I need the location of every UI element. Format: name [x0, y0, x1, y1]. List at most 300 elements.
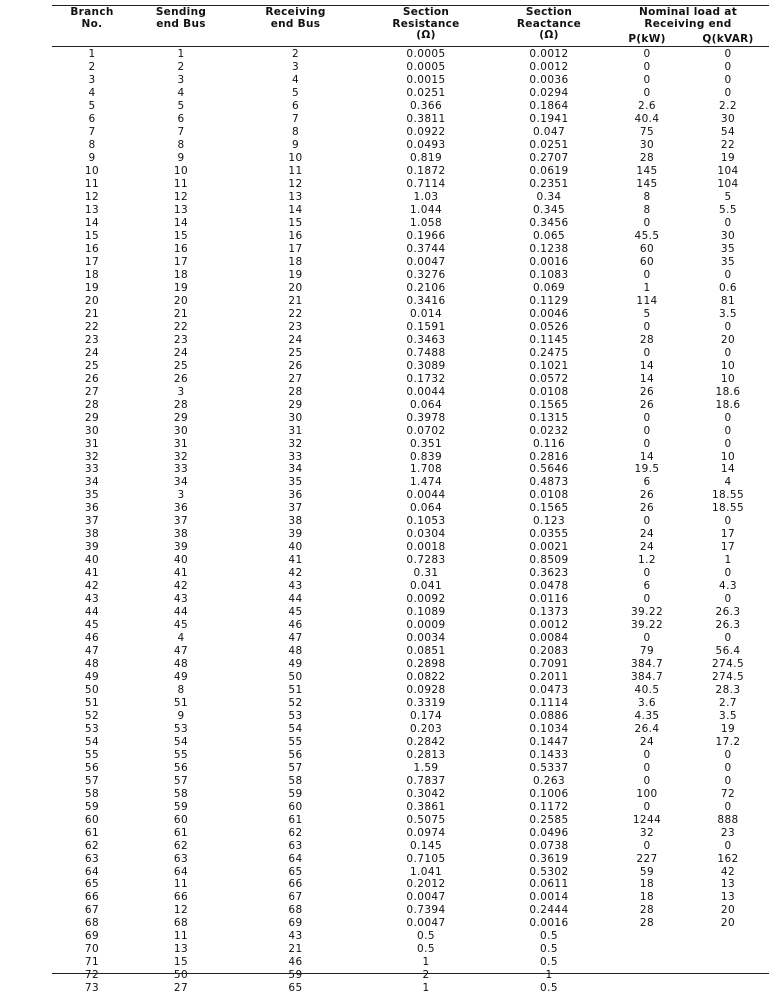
cell-reactance: 0.2816: [529, 450, 569, 463]
cell-reactance: 0.1941: [529, 113, 569, 126]
cell-receiving-bus: 38: [288, 515, 303, 528]
cell-load-p: 0: [643, 217, 651, 230]
cell-load-q: 26.3: [715, 619, 741, 632]
cell-sending-bus: 21: [173, 307, 189, 320]
table-row: [52, 696, 769, 709]
table-row: [52, 982, 769, 995]
cell-load-q: 56.4: [715, 645, 741, 658]
cell-branch-no: 28: [84, 398, 100, 411]
table-row: [52, 372, 769, 385]
cell-resistance: 0.3861: [406, 800, 446, 813]
cell-load-q: 0: [724, 437, 732, 450]
cell-receiving-bus: 8: [291, 126, 300, 139]
cell-sending-bus: 60: [173, 813, 189, 826]
cell-sending-bus: 57: [173, 774, 189, 787]
cell-resistance: 0.0018: [406, 541, 446, 554]
cell-receiving-bus: 16: [288, 230, 303, 243]
cell-resistance: 0.2106: [406, 281, 446, 294]
cell-resistance: 0.0822: [406, 670, 446, 683]
cell-branch-no: 68: [84, 917, 100, 930]
cell-sending-bus: 42: [173, 580, 189, 593]
cell-load-p: 60: [639, 243, 655, 256]
cell-sending-bus: 62: [173, 839, 189, 852]
cell-load-q: [687, 930, 769, 943]
cell-branch-no: 37: [84, 515, 100, 528]
cell-branch-no: 42: [84, 580, 100, 593]
header-section-reactance: [491, 7, 607, 42]
table-row: [52, 943, 769, 956]
cell-receiving-bus: 66: [288, 878, 303, 891]
cell-reactance: 0.1006: [529, 787, 569, 800]
cell-load-p: 60: [639, 255, 655, 268]
table-row: [52, 489, 769, 502]
cell-reactance: 0.123: [532, 515, 566, 528]
cell-load-q: 1: [724, 554, 732, 567]
cell-branch-no: 10: [84, 165, 100, 178]
cell-receiving-bus: 41: [288, 554, 303, 567]
cell-receiving-bus: 56: [288, 748, 303, 761]
cell-load-q: 10: [720, 450, 736, 463]
cell-load-q: 19: [720, 722, 736, 735]
cell-resistance: 1.03: [413, 191, 439, 204]
cell-resistance: 0.819: [409, 152, 443, 165]
cell-resistance: 0.3811: [406, 113, 446, 126]
cell-receiving-bus: 5: [291, 87, 300, 100]
cell-sending-bus: 58: [173, 787, 189, 800]
cell-receiving-bus: 39: [288, 528, 303, 541]
cell-branch-no: 40: [84, 554, 100, 567]
cell-resistance: 0.0251: [406, 87, 446, 100]
cell-load-q: 30: [720, 113, 736, 126]
cell-load-q: 20: [720, 333, 736, 346]
cell-branch-no: 18: [84, 268, 100, 281]
cell-load-p: 14: [639, 372, 655, 385]
cell-receiving-bus: 63: [288, 839, 303, 852]
cell-branch-no: 43: [84, 593, 100, 606]
cell-sending-bus: 39: [173, 541, 189, 554]
cell-receiving-bus: 57: [288, 761, 303, 774]
cell-resistance: 0.064: [409, 398, 443, 411]
table-row: [52, 891, 769, 904]
cell-resistance: 0.2813: [406, 748, 446, 761]
cell-sending-bus: 13: [173, 204, 189, 217]
cell-load-p: 3.6: [638, 696, 656, 709]
cell-receiving-bus: 44: [288, 593, 303, 606]
cell-load-p: [607, 969, 687, 982]
table-row: [52, 100, 769, 113]
cell-receiving-bus: 20: [288, 281, 303, 294]
cell-sending-bus: 14: [173, 217, 189, 230]
cell-reactance: 0.2585: [529, 813, 569, 826]
table-row: [52, 852, 769, 865]
cell-receiving-bus: 13: [288, 191, 303, 204]
cell-sending-bus: 64: [173, 865, 189, 878]
cell-receiving-bus: 61: [288, 813, 303, 826]
cell-resistance: 0.1732: [406, 372, 446, 385]
cell-sending-bus: 41: [173, 567, 189, 580]
cell-reactance: 0.1433: [529, 748, 569, 761]
cell-load-p: 75: [639, 126, 655, 139]
cell-reactance: 0.065: [532, 230, 566, 243]
cell-load-p: 14: [639, 359, 655, 372]
cell-receiving-bus: 30: [288, 411, 303, 424]
table-row: [52, 683, 769, 696]
cell-branch-no: 59: [84, 800, 100, 813]
cell-load-p: 26.4: [634, 722, 660, 735]
cell-receiving-bus: 22: [288, 307, 303, 320]
cell-sending-bus: 3: [177, 489, 185, 502]
cell-load-p: 6: [643, 476, 651, 489]
cell-receiving-bus: 33: [288, 450, 303, 463]
cell-reactance: 0.3619: [529, 852, 569, 865]
cell-load-p: 100: [636, 787, 658, 800]
cell-reactance: 0.4873: [529, 476, 569, 489]
cell-receiving-bus: 52: [288, 696, 303, 709]
cell-load-p: 0: [643, 74, 651, 87]
cell-resistance: 0.3744: [406, 243, 446, 256]
cell-load-q: 888: [717, 813, 739, 826]
cell-receiving-bus: 35: [288, 476, 303, 489]
table-row: [52, 294, 769, 307]
cell-load-p: 384.7: [630, 658, 664, 671]
cell-receiving-bus: 55: [288, 735, 303, 748]
cell-branch-no: 47: [84, 645, 100, 658]
cell-branch-no: 61: [84, 826, 100, 839]
cell-load-p: 227: [636, 852, 658, 865]
cell-sending-bus: 51: [173, 696, 189, 709]
header-branch-line1: Branch: [70, 6, 114, 18]
cell-receiving-bus: 45: [288, 606, 303, 619]
cell-receiving-bus: 58: [288, 774, 303, 787]
cell-load-q: 0: [724, 217, 732, 230]
cell-branch-no: 67: [84, 904, 100, 917]
cell-load-p: 39.22: [630, 606, 664, 619]
cell-resistance: 0.145: [409, 839, 443, 852]
cell-load-p: [607, 943, 687, 956]
cell-resistance: 0.0922: [406, 126, 446, 139]
cell-branch-no: 54: [84, 735, 100, 748]
branch-data-table: [52, 48, 769, 995]
cell-reactance: 0.0016: [529, 917, 569, 930]
table-row: [52, 593, 769, 606]
header-reactance-unit: (Ω): [539, 29, 559, 41]
cell-load-p: 32: [639, 826, 655, 839]
cell-branch-no: 44: [84, 606, 100, 619]
header-receiving-line2: end Bus: [270, 17, 321, 30]
cell-sending-bus: 37: [173, 515, 189, 528]
table-row: [52, 709, 769, 722]
cell-resistance: 0.1053: [406, 515, 446, 528]
cell-load-p: 0: [643, 748, 651, 761]
cell-sending-bus: 53: [173, 722, 189, 735]
cell-load-p: 0: [643, 761, 651, 774]
cell-resistance: 0.1591: [406, 320, 446, 333]
table-row: [52, 528, 769, 541]
cell-reactance: 0.0232: [529, 424, 569, 437]
cell-branch-no: 6: [88, 113, 96, 126]
cell-branch-no: 48: [84, 658, 100, 671]
cell-load-p: [607, 930, 687, 943]
cell-load-p: 145: [636, 165, 658, 178]
table-row: [52, 48, 769, 61]
cell-reactance: 0.5: [540, 930, 558, 943]
cell-sending-bus: 11: [173, 878, 189, 891]
cell-receiving-bus: 29: [288, 398, 303, 411]
cell-reactance: 0.069: [532, 281, 566, 294]
cell-load-p: 0: [643, 48, 651, 61]
header-receiving-line1: Receiving: [265, 6, 326, 18]
cell-receiving-bus: 51: [288, 683, 303, 696]
cell-resistance: 0.0047: [406, 255, 446, 268]
cell-load-q: 26.3: [715, 606, 741, 619]
cell-receiving-bus: 21: [288, 294, 303, 307]
cell-receiving-bus: 65: [288, 865, 303, 878]
cell-sending-bus: 13: [173, 943, 189, 956]
table-row: [52, 722, 769, 735]
header-resistance-line2: Resistance: [392, 17, 460, 30]
cell-sending-bus: 17: [173, 255, 189, 268]
cell-branch-no: 72: [84, 969, 100, 982]
cell-resistance: 0.3978: [406, 411, 446, 424]
cell-receiving-bus: 4: [291, 74, 300, 87]
cell-load-q: 81: [720, 294, 736, 307]
cell-receiving-bus: 31: [288, 424, 303, 437]
cell-reactance: 0.1034: [529, 722, 569, 735]
cell-load-q: [687, 943, 769, 956]
cell-load-p: 114: [636, 294, 658, 307]
cell-reactance: 0.1145: [529, 333, 569, 346]
cell-receiving-bus: 42: [288, 567, 303, 580]
cell-reactance: 0.0014: [529, 891, 569, 904]
cell-sending-bus: 27: [173, 982, 189, 995]
cell-load-p: 4.35: [634, 709, 660, 722]
cell-sending-bus: 29: [173, 411, 189, 424]
cell-load-p: 1: [643, 281, 651, 294]
cell-resistance: 0.0047: [406, 917, 446, 930]
cell-sending-bus: 3: [177, 74, 185, 87]
cell-branch-no: 8: [88, 139, 96, 152]
cell-branch-no: 7: [88, 126, 96, 139]
table-row: [52, 761, 769, 774]
cell-reactance: 0.345: [532, 204, 566, 217]
cell-sending-bus: 6: [177, 113, 185, 126]
cell-resistance: 1: [422, 982, 430, 995]
cell-receiving-bus: 28: [288, 385, 303, 398]
cell-reactance: 0.1565: [529, 398, 569, 411]
cell-load-p: 19.5: [634, 463, 660, 476]
cell-resistance: 0.5: [417, 943, 435, 956]
cell-receiving-bus: 43: [288, 930, 303, 943]
table-row: [52, 139, 769, 152]
cell-receiving-bus: 21: [288, 943, 303, 956]
cell-branch-no: 57: [84, 774, 100, 787]
cell-receiving-bus: 26: [288, 359, 303, 372]
cell-branch-no: 13: [84, 204, 100, 217]
cell-reactance: 0.1447: [529, 735, 569, 748]
cell-reactance: 0.5: [540, 943, 558, 956]
table-row: [52, 567, 769, 580]
table-row: [52, 281, 769, 294]
cell-reactance: 0.0108: [529, 385, 569, 398]
table-row: [52, 126, 769, 139]
cell-branch-no: 56: [84, 761, 100, 774]
cell-resistance: 0.174: [409, 709, 443, 722]
cell-load-q: [687, 956, 769, 969]
cell-sending-bus: 40: [173, 554, 189, 567]
cell-branch-no: 62: [84, 839, 100, 852]
cell-load-q: 18.55: [711, 489, 745, 502]
table-row: [52, 61, 769, 74]
cell-resistance: 0.7837: [406, 774, 446, 787]
cell-load-p: 24: [639, 735, 655, 748]
cell-branch-no: 31: [84, 437, 100, 450]
table-row: [52, 502, 769, 515]
cell-load-q: 5: [724, 191, 732, 204]
cell-load-q: 0: [724, 839, 732, 852]
cell-load-p: 384.7: [630, 670, 664, 683]
cell-branch-no: 17: [84, 255, 100, 268]
cell-resistance: 0.3276: [406, 268, 446, 281]
cell-reactance: 0.0738: [529, 839, 569, 852]
cell-load-q: 35: [720, 243, 736, 256]
cell-resistance: 0.366: [409, 100, 443, 113]
cell-branch-no: 36: [84, 502, 100, 515]
cell-load-q: 5.5: [719, 204, 737, 217]
cell-load-p: 0: [643, 774, 651, 787]
cell-load-q: 0: [724, 411, 732, 424]
cell-receiving-bus: 59: [288, 969, 303, 982]
cell-load-q: 0: [724, 74, 732, 87]
cell-receiving-bus: 47: [288, 632, 303, 645]
cell-reactance: 0.2444: [529, 904, 569, 917]
cell-receiving-bus: 18: [288, 255, 303, 268]
cell-receiving-bus: 64: [288, 852, 303, 865]
cell-branch-no: 5: [88, 100, 96, 113]
cell-load-q: 20: [720, 917, 736, 930]
cell-reactance: 0.1373: [529, 606, 569, 619]
table-row: [52, 346, 769, 359]
cell-resistance: 0.0702: [406, 424, 446, 437]
cell-branch-no: 3: [88, 74, 96, 87]
cell-load-q: 20: [720, 904, 736, 917]
cell-resistance: 0.351: [409, 437, 443, 450]
cell-receiving-bus: 15: [288, 217, 303, 230]
cell-receiving-bus: 17: [288, 243, 303, 256]
cell-branch-no: 52: [84, 709, 100, 722]
header-branch-line2: No.: [81, 17, 103, 30]
cell-branch-no: 55: [84, 748, 100, 761]
cell-load-q: 2.2: [719, 100, 737, 113]
cell-branch-no: 39: [84, 541, 100, 554]
cell-sending-bus: 66: [173, 891, 189, 904]
table-row: [52, 956, 769, 969]
cell-load-q: 42: [720, 865, 736, 878]
cell-reactance: 0.7091: [529, 658, 569, 671]
cell-reactance: 0.0021: [529, 541, 569, 554]
cell-load-p: 0: [643, 268, 651, 281]
cell-resistance: 0.3089: [406, 359, 446, 372]
cell-load-q: 17: [720, 528, 736, 541]
cell-sending-bus: 48: [173, 658, 189, 671]
cell-load-p: [607, 956, 687, 969]
table-row: [52, 554, 769, 567]
table-row: [52, 217, 769, 230]
header-reactance-line2: Reactance: [516, 17, 582, 30]
cell-resistance: 0.0009: [406, 619, 446, 632]
cell-receiving-bus: 34: [288, 463, 303, 476]
cell-sending-bus: 33: [173, 463, 189, 476]
cell-resistance: 1.044: [409, 204, 443, 217]
cell-resistance: 0.1966: [406, 230, 446, 243]
cell-reactance: 0.3623: [529, 567, 569, 580]
cell-reactance: 0.0886: [529, 709, 569, 722]
cell-resistance: 0.31: [413, 567, 439, 580]
cell-load-p: 79: [639, 645, 655, 658]
cell-reactance: 0.0251: [529, 139, 569, 152]
cell-branch-no: 69: [84, 930, 100, 943]
cell-sending-bus: 24: [173, 346, 189, 359]
cell-resistance: 0.1872: [406, 165, 446, 178]
cell-load-q: 4.3: [719, 580, 737, 593]
cell-receiving-bus: 46: [288, 956, 303, 969]
cell-branch-no: 1: [88, 48, 96, 61]
cell-receiving-bus: 3: [291, 61, 300, 74]
cell-resistance: 0.0047: [406, 891, 446, 904]
cell-reactance: 0.0294: [529, 87, 569, 100]
cell-load-q: 19: [720, 152, 736, 165]
cell-reactance: 0.5: [540, 956, 558, 969]
cell-resistance: 2: [422, 969, 430, 982]
cell-sending-bus: 44: [173, 606, 189, 619]
cell-resistance: 0.5: [417, 930, 435, 943]
cell-sending-bus: 4: [177, 87, 185, 100]
cell-load-q: 23: [720, 826, 736, 839]
cell-reactance: 0.0012: [529, 619, 569, 632]
header-receiving-bus: [230, 7, 361, 30]
table-row: [52, 645, 769, 658]
cell-resistance: 0.0092: [406, 593, 446, 606]
cell-resistance: 1: [422, 956, 430, 969]
cell-branch-no: 4: [88, 87, 96, 100]
cell-load-q: 17: [720, 541, 736, 554]
cell-resistance: 0.0005: [406, 61, 446, 74]
cell-sending-bus: 61: [173, 826, 189, 839]
cell-load-p: 24: [639, 528, 655, 541]
table-row: [52, 152, 769, 165]
cell-sending-bus: 20: [173, 294, 189, 307]
cell-sending-bus: 28: [173, 398, 189, 411]
cell-load-p: 45.5: [634, 230, 660, 243]
cell-receiving-bus: 62: [288, 826, 303, 839]
header-branch-no: [52, 7, 132, 30]
cell-receiving-bus: 68: [288, 904, 303, 917]
cell-receiving-bus: 50: [288, 670, 303, 683]
cell-resistance: 0.1089: [406, 606, 446, 619]
cell-reactance: 0.047: [532, 126, 566, 139]
cell-sending-bus: 10: [173, 165, 189, 178]
cell-resistance: 0.3463: [406, 333, 446, 346]
header-section-resistance: [361, 7, 491, 42]
cell-load-q: 0: [724, 800, 732, 813]
cell-branch-no: 14: [84, 217, 100, 230]
cell-resistance: 0.0005: [406, 48, 446, 61]
cell-reactance: 0.0473: [529, 683, 569, 696]
cell-branch-no: 46: [84, 632, 100, 645]
cell-load-p: 8: [643, 204, 651, 217]
cell-branch-no: 11: [84, 178, 100, 191]
cell-load-q: 3.5: [719, 307, 737, 320]
cell-load-q: 28.3: [715, 683, 741, 696]
